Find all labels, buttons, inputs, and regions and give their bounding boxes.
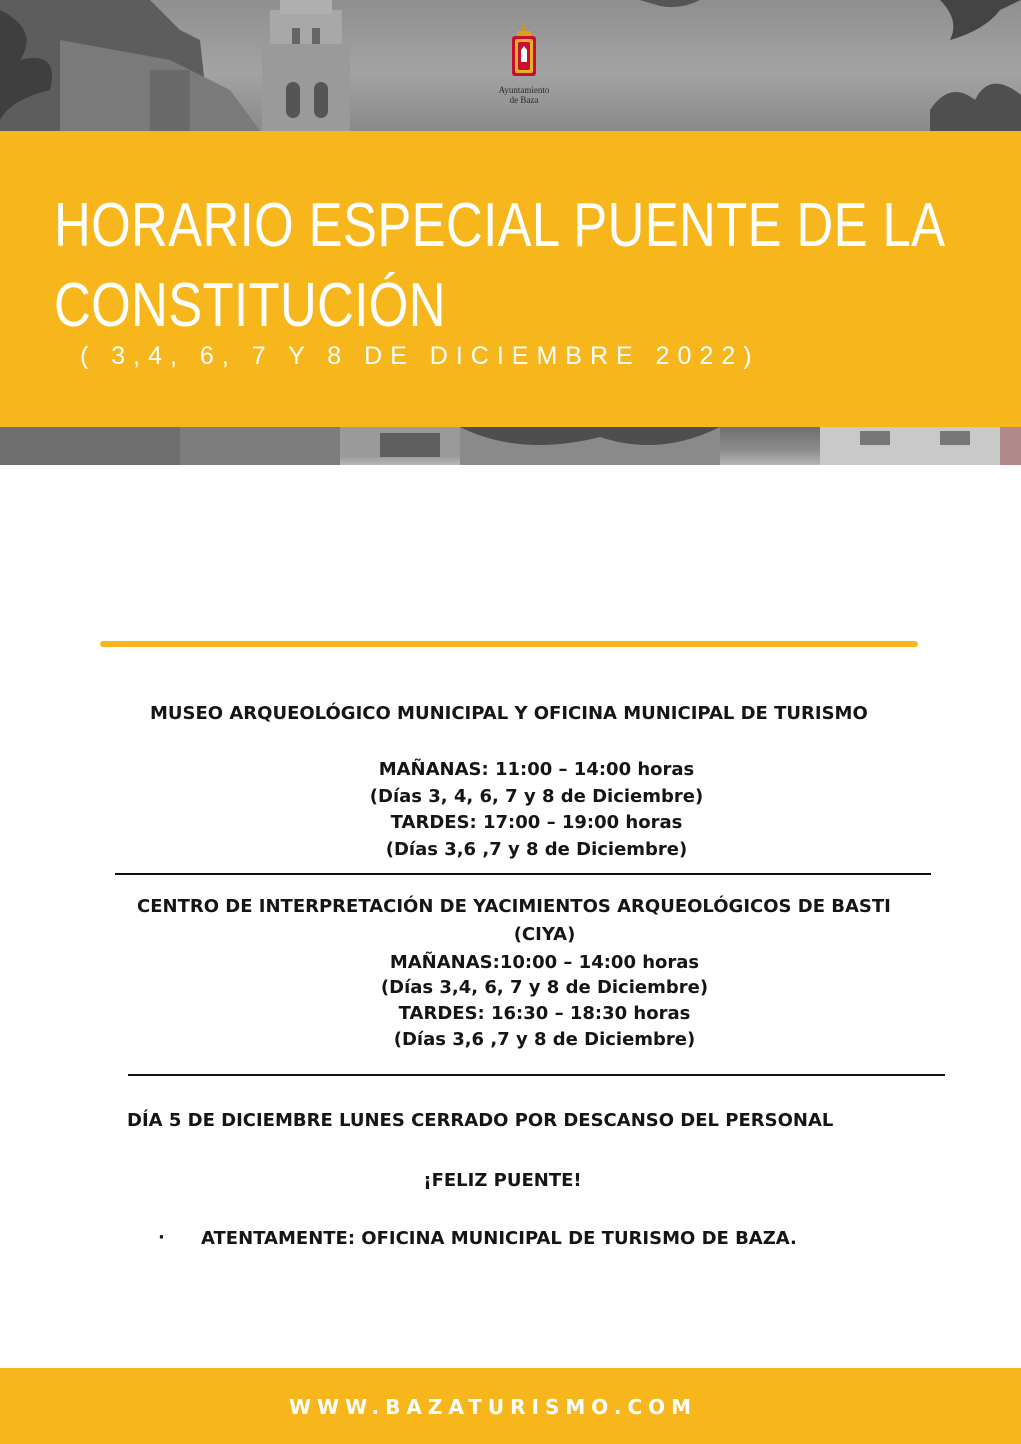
section2-heading: CENTRO DE INTERPRETACIÓN DE YACIMIENTOS ARQUEOLÓGICOS DE BASTI	[137, 896, 891, 917]
bullet-icon: ·	[158, 1227, 165, 1248]
section-divider	[115, 873, 931, 875]
page-title-line1: HORARIO ESPECIAL PUENTE DE LA	[54, 191, 946, 260]
signature: ATENTAMENTE: OFICINA MUNICIPAL DE TURISMO DE BAZA.	[201, 1228, 797, 1249]
section1-heading: MUSEO ARQUEOLÓGICO MUNICIPAL Y OFICINA MUNICIPAL DE TURISMO	[150, 703, 868, 724]
section-divider	[128, 1074, 945, 1076]
section2-afternoon-days: (Días 3,6 ,7 y 8 de Diciembre)	[393, 1029, 696, 1050]
section-divider-yellow	[100, 641, 918, 647]
section1-afternoon-days: (Días 3,6 ,7 y 8 de Diciembre)	[385, 839, 688, 860]
page-title-line2: CONSTITUCIÓN	[54, 271, 446, 340]
coat-of-arms-icon	[511, 26, 537, 78]
section2-morning: MAÑANAS:10:00 – 14:00 horas	[389, 952, 700, 973]
logo	[489, 26, 559, 106]
section2-morning-days: (Días 3,4, 6, 7 y 8 de Diciembre)	[380, 977, 709, 998]
date-subtitle: ( 3,4, 6, 7 Y 8 DE DICIEMBRE 2022)	[80, 342, 760, 370]
page-title	[54, 186, 946, 346]
logo-caption-line2: de Baza	[509, 95, 539, 105]
section2-heading-acronym: (CIYA)	[513, 924, 576, 945]
greeting: ¡FELIZ PUENTE!	[423, 1170, 582, 1191]
header-photo-bottom	[0, 427, 1021, 465]
street-photo-illustration	[0, 427, 1021, 465]
logo-caption-line1: Ayuntamiento	[498, 85, 550, 95]
website-link[interactable]: WWW.BAZATURISMO.COM	[288, 1395, 698, 1419]
section1-morning: MAÑANAS: 11:00 – 14:00 horas	[378, 759, 695, 780]
section2-afternoon: TARDES: 16:30 – 18:30 horas	[398, 1003, 691, 1024]
section1-afternoon: TARDES: 17:00 – 19:00 horas	[390, 812, 683, 833]
section1-morning-days: (Días 3, 4, 6, 7 y 8 de Diciembre)	[369, 786, 704, 807]
closed-notice: DÍA 5 DE DICIEMBRE LUNES CERRADO POR DESCANSO DEL PERSONAL	[127, 1110, 834, 1131]
